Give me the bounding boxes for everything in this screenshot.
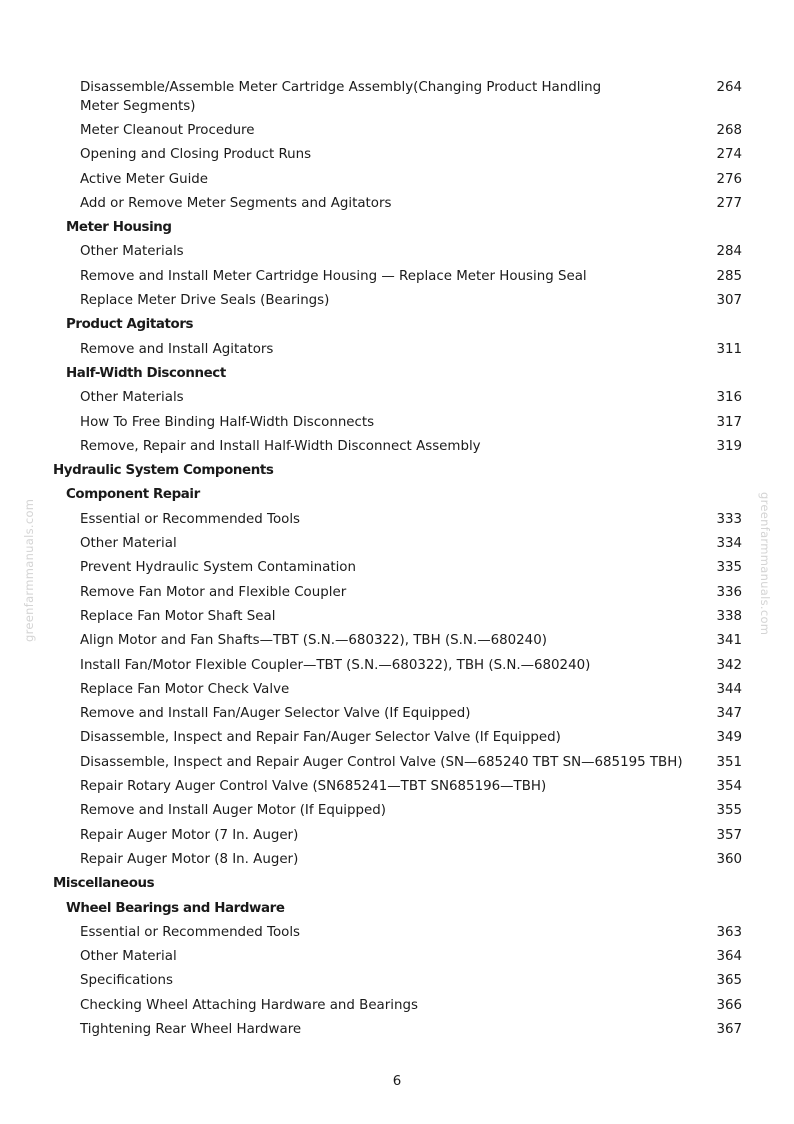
toc-entry-title: Active Meter Guide xyxy=(80,171,209,187)
toc-page-number: 334 xyxy=(716,536,742,552)
toc-section-heading xyxy=(0,313,794,337)
toc-entry-title: Meter Cleanout Procedure xyxy=(80,123,255,138)
toc-page-number: 307 xyxy=(716,293,742,309)
toc-heading-title: Product Agitators xyxy=(66,317,194,333)
toc-section-heading xyxy=(0,483,794,507)
toc-page-number: 335 xyxy=(716,560,742,576)
toc-page-number: 284 xyxy=(716,244,742,260)
toc-entry[interactable] xyxy=(0,629,794,653)
toc-heading-title: Meter Housing xyxy=(66,220,172,236)
toc-entry[interactable] xyxy=(0,192,794,216)
toc-entry[interactable] xyxy=(0,775,794,799)
toc-entry[interactable] xyxy=(0,556,794,580)
toc-entry[interactable] xyxy=(0,799,794,823)
toc-entry-title: Repair Rotary Auger Control Valve (SN685241—TBT SN685196—TBH) xyxy=(80,779,547,795)
toc-entry-title: Tightening Rear Wheel Hardware xyxy=(80,1021,302,1037)
toc-page-number: 344 xyxy=(716,681,742,697)
page-number: 6 xyxy=(392,1074,402,1089)
toc-section-heading xyxy=(0,459,794,483)
toc-entry-title: Specifications xyxy=(80,973,173,989)
toc-page-number: 333 xyxy=(716,511,742,527)
toc-entry-title: Remove and Install Agitators xyxy=(80,341,274,357)
toc-entry-title: Remove and Install Fan/Auger Selector Valve (If Equipped) xyxy=(80,706,471,722)
toc-heading-title: Wheel Bearings and Hardware xyxy=(66,900,285,916)
toc-entry[interactable] xyxy=(0,1018,794,1042)
toc-entry[interactable] xyxy=(0,994,794,1018)
toc-page-number: 357 xyxy=(716,827,742,843)
toc-page-number: 338 xyxy=(716,608,742,624)
toc-section-heading xyxy=(0,897,794,921)
toc-entry-title: Remove and Install Auger Motor (If Equipped) xyxy=(80,803,386,819)
toc-entry-title: How To Free Binding Half-Width Disconnects xyxy=(80,414,375,430)
toc-page-number: 319 xyxy=(716,438,742,454)
toc-entry-title: Replace Fan Motor Shaft Seal xyxy=(80,608,276,624)
toc-entry[interactable] xyxy=(0,338,794,362)
toc-entry[interactable] xyxy=(0,168,794,192)
toc-entry[interactable] xyxy=(0,411,794,435)
toc-page-number: 360 xyxy=(716,851,742,867)
toc-entry-title: Opening and Closing Product Runs xyxy=(80,147,312,163)
toc-page-number: 341 xyxy=(716,633,742,649)
toc-entry-title: Other Material xyxy=(80,949,177,965)
toc-entry[interactable] xyxy=(0,76,794,119)
toc-entry[interactable] xyxy=(0,654,794,678)
toc-page-number: 365 xyxy=(716,973,742,989)
toc-entry[interactable] xyxy=(0,848,794,872)
toc-entry-title: Disassemble, Inspect and Repair Auger Control Valve (SN—685240 TBT SN—685195 TBH) xyxy=(80,754,683,770)
toc-entry[interactable] xyxy=(0,751,794,775)
toc-entry[interactable] xyxy=(0,678,794,702)
toc-entry-title: Align Motor and Fan Shafts—TBT (S.N.—680322), TBH (S.N.—680240) xyxy=(80,633,547,649)
toc-heading-title: Miscellaneous xyxy=(53,876,155,892)
toc-entry-title: Repair Auger Motor (8 In. Auger) xyxy=(80,851,299,867)
toc-entry[interactable] xyxy=(0,240,794,264)
toc-page-number: 317 xyxy=(716,414,742,430)
toc-entry-title: Other Material xyxy=(80,536,177,552)
toc-page-number: 347 xyxy=(716,706,742,722)
toc-entry[interactable] xyxy=(0,119,794,143)
toc-heading-title: Component Repair xyxy=(66,487,200,503)
toc-entry[interactable] xyxy=(0,702,794,726)
toc-page-number: 367 xyxy=(716,1021,742,1037)
toc-page-number: 342 xyxy=(716,657,742,673)
toc-page-number: 277 xyxy=(716,195,742,211)
toc-entry-title: Essential or Recommended Tools xyxy=(80,924,301,940)
toc-heading-title: Hydraulic System Components xyxy=(53,463,274,479)
toc-page-number: 366 xyxy=(716,997,742,1013)
toc-page-number: 311 xyxy=(716,341,742,357)
toc-entry[interactable] xyxy=(0,265,794,289)
toc-entry-title: Remove Fan Motor and Flexible Coupler xyxy=(80,584,347,600)
watermark-right: greenfarmmanuals.com xyxy=(758,492,772,636)
toc-page-number: 316 xyxy=(716,390,742,406)
toc-page-number: 349 xyxy=(716,730,742,746)
toc-entry[interactable] xyxy=(0,824,794,848)
toc-entry[interactable] xyxy=(0,508,794,532)
toc-page-number: 264 xyxy=(716,80,742,95)
toc-entry-title: Other Materials xyxy=(80,390,184,406)
toc-entry-title: Essential or Recommended Tools xyxy=(80,511,301,527)
toc-entry[interactable] xyxy=(0,435,794,459)
toc-heading-title: Half-Width Disconnect xyxy=(66,365,226,381)
toc-page-number: 351 xyxy=(716,754,742,770)
toc-entry-title: Replace Fan Motor Check Valve xyxy=(80,681,290,697)
toc-entry-title: Install Fan/Motor Flexible Coupler—TBT (S.N.—680322), TBH (S.N.—680240) xyxy=(80,657,591,673)
toc-entry[interactable] xyxy=(0,143,794,167)
toc-entry-title: Disassemble, Inspect and Repair Fan/Auger Selector Valve (If Equipped) xyxy=(80,730,561,746)
toc-page-number: 276 xyxy=(716,171,742,187)
toc-page-number: 268 xyxy=(716,123,742,138)
toc-entry-title: Remove, Repair and Install Half-Width Disconnect Assembly xyxy=(80,438,481,454)
toc-page-number: 285 xyxy=(716,268,742,284)
toc-entry-title: Remove and Install Meter Cartridge Housing — Replace Meter Housing Seal xyxy=(80,268,587,284)
toc-entry[interactable] xyxy=(0,386,794,410)
toc-entry[interactable] xyxy=(0,945,794,969)
toc-section-heading xyxy=(0,216,794,240)
toc-section-heading xyxy=(0,872,794,896)
toc-entry[interactable] xyxy=(0,969,794,993)
toc-entry[interactable] xyxy=(0,726,794,750)
toc-entry-title: Repair Auger Motor (7 In. Auger) xyxy=(80,827,299,843)
table-of-contents xyxy=(0,76,794,1042)
toc-page-number: 274 xyxy=(716,147,742,163)
toc-entry-title: Checking Wheel Attaching Hardware and Bearings xyxy=(80,997,418,1013)
toc-entry[interactable] xyxy=(0,581,794,605)
toc-entry[interactable] xyxy=(0,921,794,945)
toc-entry-title: Other Materials xyxy=(80,244,184,260)
toc-entry[interactable] xyxy=(0,605,794,629)
toc-page-number: 354 xyxy=(716,779,742,795)
toc-section-heading xyxy=(0,362,794,386)
toc-entry-title: Add or Remove Meter Segments and Agitators xyxy=(80,195,392,211)
toc-entry-title: Disassemble/Assemble Meter Cartridge Assembly(Changing Product Handling Meter Segments) xyxy=(80,80,602,114)
watermark-left: greenfarmmanuals.com xyxy=(22,498,36,642)
toc-entry[interactable] xyxy=(0,532,794,556)
toc-page-number: 336 xyxy=(716,584,742,600)
toc-entry[interactable] xyxy=(0,289,794,313)
toc-page-number: 355 xyxy=(716,803,742,819)
toc-page-number: 363 xyxy=(716,924,742,940)
toc-entry-title: Replace Meter Drive Seals (Bearings) xyxy=(80,293,330,309)
toc-page-number: 364 xyxy=(716,949,742,965)
toc-entry-title: Prevent Hydraulic System Contamination xyxy=(80,560,356,576)
